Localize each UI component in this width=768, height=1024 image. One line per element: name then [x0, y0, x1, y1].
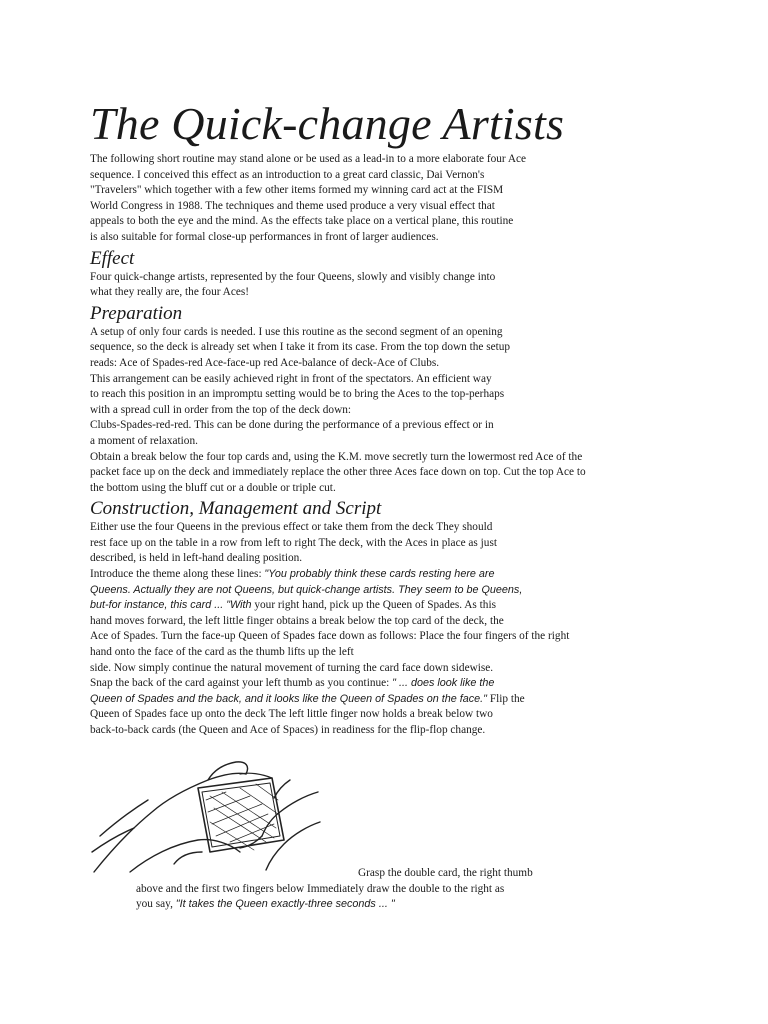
intro-paragraph	[90, 152, 750, 246]
intro-line: appeals to both the eye and the mind. As the effects take place on a vertical plane, this routine	[90, 215, 514, 228]
effect-paragraph	[90, 270, 750, 301]
preparation-line: to reach this position in an impromptu setting would be to bring the Aces to the top-perhaps	[90, 388, 505, 401]
script-quote: " ... does look like the	[392, 677, 495, 690]
script-quote: but-for instance, this card ... "With	[90, 599, 252, 612]
caption-text: you say,	[136, 898, 176, 911]
section-heading-effect: Effect	[90, 247, 135, 269]
script-quote: "You probably think these cards resting here are	[264, 568, 495, 581]
construction-paragraph	[90, 520, 750, 738]
construction-line	[90, 567, 750, 583]
construction-line	[90, 676, 750, 692]
effect-line: Four quick-change artists, represented by the four Queens, slowly and visibly change into	[90, 270, 496, 283]
construction-line: side. Now simply continue the natural movement of turning the card face down sidewise.	[90, 661, 494, 674]
intro-line: is also suitable for formal close-up performances in front of larger audiences.	[90, 230, 439, 243]
construction-line: hand moves forward, the left little finger obtains a break below the top card of the deck, the	[90, 614, 504, 627]
preparation-line: with a spread cull in order from the top of the deck down:	[90, 403, 352, 416]
script-quote: Queen of Spades and the back, and it looks like the Queen of Spades on the face."	[90, 692, 487, 705]
caption-line	[136, 897, 736, 913]
construction-line: Ace of Spades. Turn the face-up Queen of Spades face down as follows: Place the four fingers of the right	[90, 630, 570, 643]
instruction-text: your right hand, pick up the Queen of Spades. As this	[251, 599, 496, 612]
construction-line	[90, 692, 750, 708]
preparation-line: This arrangement can be easily achieved right in front of the spectators. An efficient way	[90, 372, 492, 385]
preparation-line: reads: Ace of Spades-red Ace-face-up red Ace-balance of deck-Ace of Clubs.	[90, 356, 440, 369]
instruction-text: Snap the back of the card against your left thumb as you continue:	[90, 677, 393, 690]
effect-line: what they really are, the four Aces!	[90, 286, 250, 299]
caption-line: Grasp the double card, the right thumb	[358, 867, 533, 879]
section-heading-construction: Construction, Management and Script	[90, 498, 382, 520]
preparation-line: Obtain a break below the four top cards and, using the K.M. move secretly turn the lowermost red Ace of the	[90, 450, 583, 463]
preparation-line: a moment of relaxation.	[90, 434, 198, 447]
instruction-text: Flip the	[487, 692, 525, 705]
hands-illustration	[90, 752, 322, 878]
script-quote: Queens. Actually they are not Queens, but quick-change artists. They seem to be Queens,	[90, 583, 523, 596]
preparation-paragraph	[90, 325, 750, 497]
construction-line: hand onto the face of the card as the thumb lifts up the left	[90, 646, 354, 659]
construction-line	[90, 598, 750, 614]
intro-line: The following short routine may stand alone or be used as a lead-in to a more elaborate four Ace	[90, 153, 527, 165]
construction-line: Queen of Spades face up onto the deck The left little finger now holds a break below two	[90, 708, 493, 721]
intro-line: World Congress in 1988. The techniques and theme used produce a very visual effect that	[90, 199, 495, 212]
intro-line: sequence. I conceived this effect as an introduction to a great card classic, Dai Vernon's	[90, 168, 485, 181]
figure-caption	[136, 866, 736, 913]
theme-intro-text: Introduce the theme along these lines:	[90, 568, 265, 581]
construction-line: Either use the four Queens in the previous effect or take them from the deck They should	[90, 521, 493, 534]
preparation-line: Clubs-Spades-red-red. This can be done during the performance of a previous effect or in	[90, 419, 494, 432]
hands-holding-cards-drawing	[90, 752, 322, 878]
document-body	[90, 96, 750, 739]
construction-line: rest face up on the table in a row from left to right The deck, with the Aces in place as just	[90, 536, 497, 549]
intro-line: "Travelers" which together with a few other items formed my winning card act at the FISM	[90, 184, 504, 197]
preparation-line: sequence, so the deck is already set when I take it from its case. From the top down the setup	[90, 341, 511, 354]
caption-line: above and the first two fingers below Immediately draw the double to the right as	[136, 882, 505, 895]
script-quote: "It takes the Queen exactly-three seconds ... "	[175, 898, 395, 911]
construction-line: described, is held in left-hand dealing position.	[90, 552, 303, 565]
section-heading-preparation: Preparation	[90, 302, 183, 324]
construction-line: back-to-back cards (the Queen and Ace of Spaces) in readiness for the flip-flop change.	[90, 724, 486, 736]
page-title: The Quick-change Artists	[90, 98, 565, 149]
preparation-line: the bottom using the bluff cut or a double or triple cut.	[90, 481, 336, 494]
preparation-line: A setup of only four cards is needed. I use this routine as the second segment of an opening	[90, 325, 503, 338]
preparation-line: packet face up on the deck and immediately replace the other three Aces face down on top. Cut the top Ace to	[90, 466, 586, 479]
